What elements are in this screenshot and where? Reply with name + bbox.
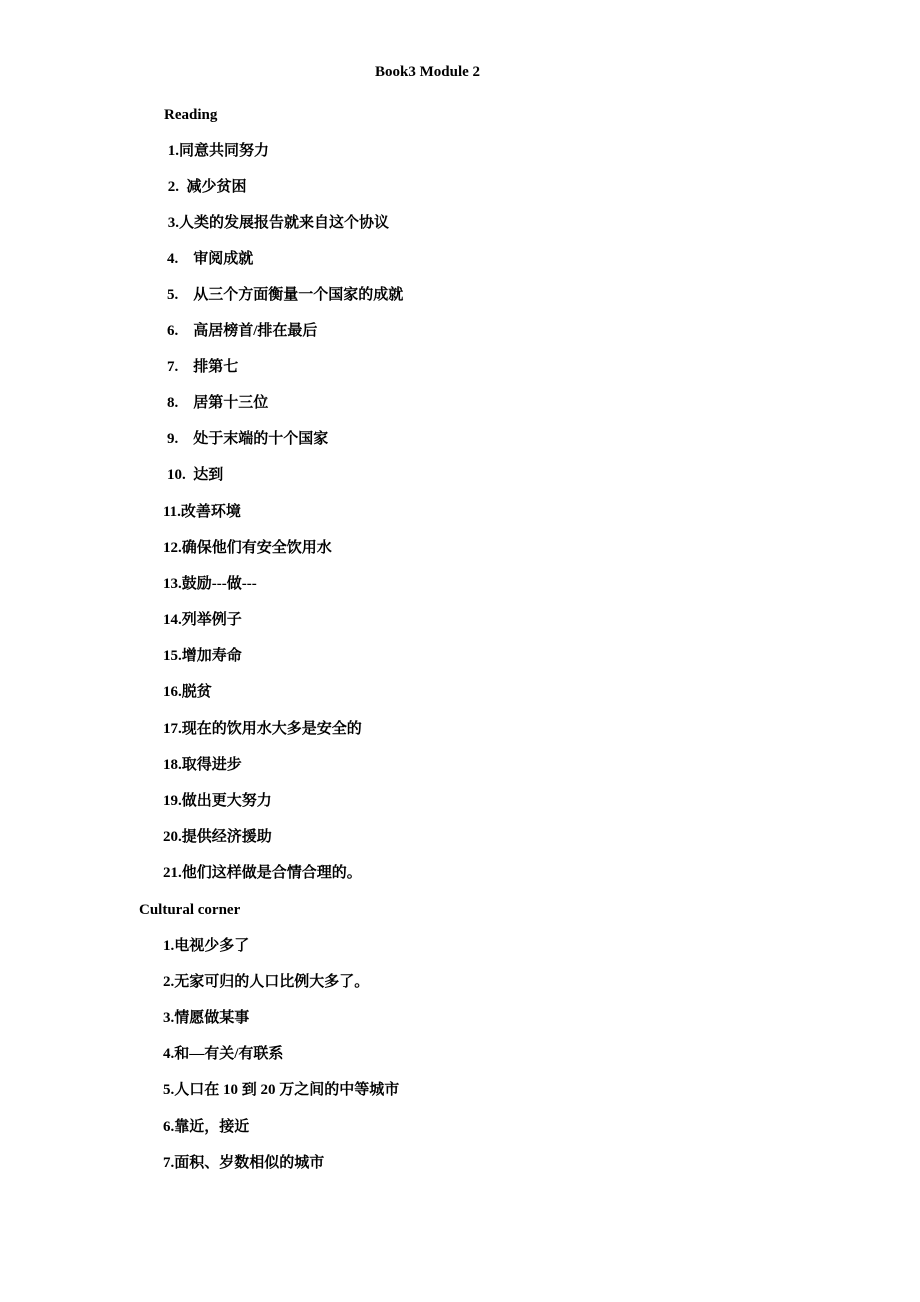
cultural-item: 3.情愿做某事 — [163, 1010, 250, 1026]
cultural-item: 5.人口在 10 到 20 万之间的中等城市 — [163, 1082, 400, 1098]
reading-item: 1.同意共同努力 — [164, 143, 270, 159]
reading-item: 6. 高居榜首/排在最后 — [167, 323, 318, 339]
reading-item: 5. 从三个方面衡量一个国家的成就 — [167, 287, 404, 303]
reading-item: 9. 处于末端的十个国家 — [167, 431, 329, 447]
reading-item: 14.列举例子 — [163, 612, 242, 628]
cultural-item: 4.和—有关/有联系 — [163, 1046, 284, 1062]
reading-item: 3.人类的发展报告就来自这个协议 — [164, 215, 390, 231]
reading-heading: Reading — [164, 107, 218, 123]
reading-item: 7. 排第七 — [167, 359, 239, 375]
reading-item: 18.取得进步 — [163, 757, 242, 773]
reading-item: 12.确保他们有安全饮用水 — [163, 540, 332, 556]
reading-item: 17.现在的饮用水大多是安全的 — [163, 721, 362, 737]
reading-item: 11.改善环境 — [163, 504, 241, 520]
reading-item: 20.提供经济援助 — [163, 829, 272, 845]
cultural-item: 1.电视少多了 — [163, 938, 250, 954]
reading-item: 13.鼓励---做--- — [163, 576, 257, 592]
reading-item: 2. 减少贫困 — [164, 179, 247, 195]
page-title: Book3 Module 2 — [375, 64, 481, 80]
reading-item: 15.增加寿命 — [163, 648, 242, 664]
cultural-item: 6.靠近，接近 — [163, 1119, 250, 1135]
reading-item: 19.做出更大努力 — [163, 793, 272, 809]
reading-item: 10. 达到 — [167, 467, 224, 483]
reading-item: 16.脱贫 — [163, 684, 212, 700]
reading-item: 8. 居第十三位 — [167, 395, 269, 411]
cultural-corner-heading: Cultural corner — [139, 902, 241, 918]
reading-item: 4. 审阅成就 — [167, 251, 254, 267]
cultural-item: 7.面积、岁数相似的城市 — [163, 1155, 325, 1171]
reading-item: 21.他们这样做是合情合理的。 — [163, 865, 362, 881]
cultural-item: 2.无家可归的人口比例大多了。 — [163, 974, 370, 990]
